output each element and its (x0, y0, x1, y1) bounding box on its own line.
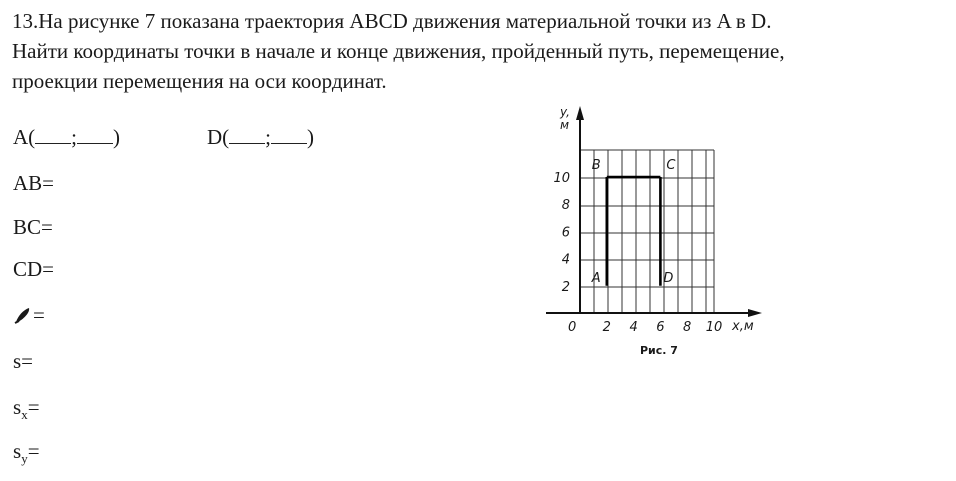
y-axis-label: y, (560, 105, 570, 119)
point-d-x-blank[interactable] (229, 125, 265, 144)
grid (580, 150, 714, 313)
x-tick-label: 6 (656, 320, 665, 335)
x-tick-labels (603, 320, 723, 335)
trajectory-path (607, 177, 661, 286)
projection-y-base: s (13, 439, 22, 463)
point-a-label: A( (13, 125, 36, 149)
path-length-answer[interactable]: s= (13, 349, 34, 373)
y-axis-arrow-icon (576, 106, 584, 120)
figure-7 (540, 100, 770, 370)
x-tick-label: 10 (705, 320, 723, 335)
point-a-separator: ; (71, 125, 78, 149)
x-tick-label: 8 (683, 320, 692, 335)
y-tick-label: 10 (553, 171, 570, 186)
displacement-equals: = (33, 303, 45, 327)
x-axis-label: x,м (732, 319, 754, 334)
point-a-x-blank[interactable] (35, 125, 71, 144)
y-tick-labels (553, 171, 570, 295)
projection-x-base: s (13, 395, 22, 419)
projection-y-equals: = (27, 439, 40, 463)
x-tick-label: 2 (602, 320, 611, 335)
point-label-d: D (663, 270, 674, 286)
point-a-close: ) (113, 125, 121, 149)
y-axis-unit: м (560, 118, 570, 132)
problem-statement (12, 6, 952, 96)
problem-line-3: проекции перемещения на оси координат. (12, 69, 387, 93)
y-tick-label: 8 (561, 198, 570, 214)
y-tick-label: 4 (561, 252, 570, 268)
projection-x-answer[interactable] (13, 394, 40, 428)
problem-line-2: Найти координаты точки в начале и конце движения, пройденный путь, перемещение, (12, 39, 785, 63)
x-tick-label: 4 (629, 320, 638, 335)
point-label-c: C (666, 158, 676, 173)
projection-y-answer[interactable] (13, 438, 40, 472)
problem-line-1: 13.На рисунке 7 показана траектория ABCD движения материальной точки из A в D. (12, 9, 772, 33)
projection-y-subscript: y (21, 451, 28, 467)
point-a-y-blank[interactable] (77, 125, 113, 144)
point-d-separator: ; (265, 125, 272, 149)
figure-caption: Рис. 7 (640, 344, 678, 357)
y-tick-label: 6 (561, 225, 570, 241)
point-d-close: ) (307, 125, 315, 149)
start-coordinates-answer (13, 124, 120, 150)
trajectory-graph (540, 100, 770, 370)
y-tick-label: 2 (561, 279, 570, 295)
point-d-y-blank[interactable] (271, 125, 307, 144)
segment-bc-answer[interactable]: BC= (13, 215, 53, 239)
end-coordinates-answer (207, 124, 314, 150)
segment-ab-answer[interactable]: AB= (13, 171, 55, 195)
projection-x-equals: = (27, 395, 40, 419)
displacement-vector-icon (13, 306, 33, 324)
point-d-label: D( (207, 125, 230, 149)
displacement-answer[interactable] (13, 302, 45, 328)
point-label-a: A (591, 270, 601, 286)
point-label-b: B (591, 158, 601, 173)
projection-x-subscript: x (21, 407, 28, 423)
segment-cd-answer[interactable]: CD= (13, 257, 55, 281)
origin-label: 0 (568, 320, 577, 335)
x-axis-arrow-icon (748, 309, 762, 317)
